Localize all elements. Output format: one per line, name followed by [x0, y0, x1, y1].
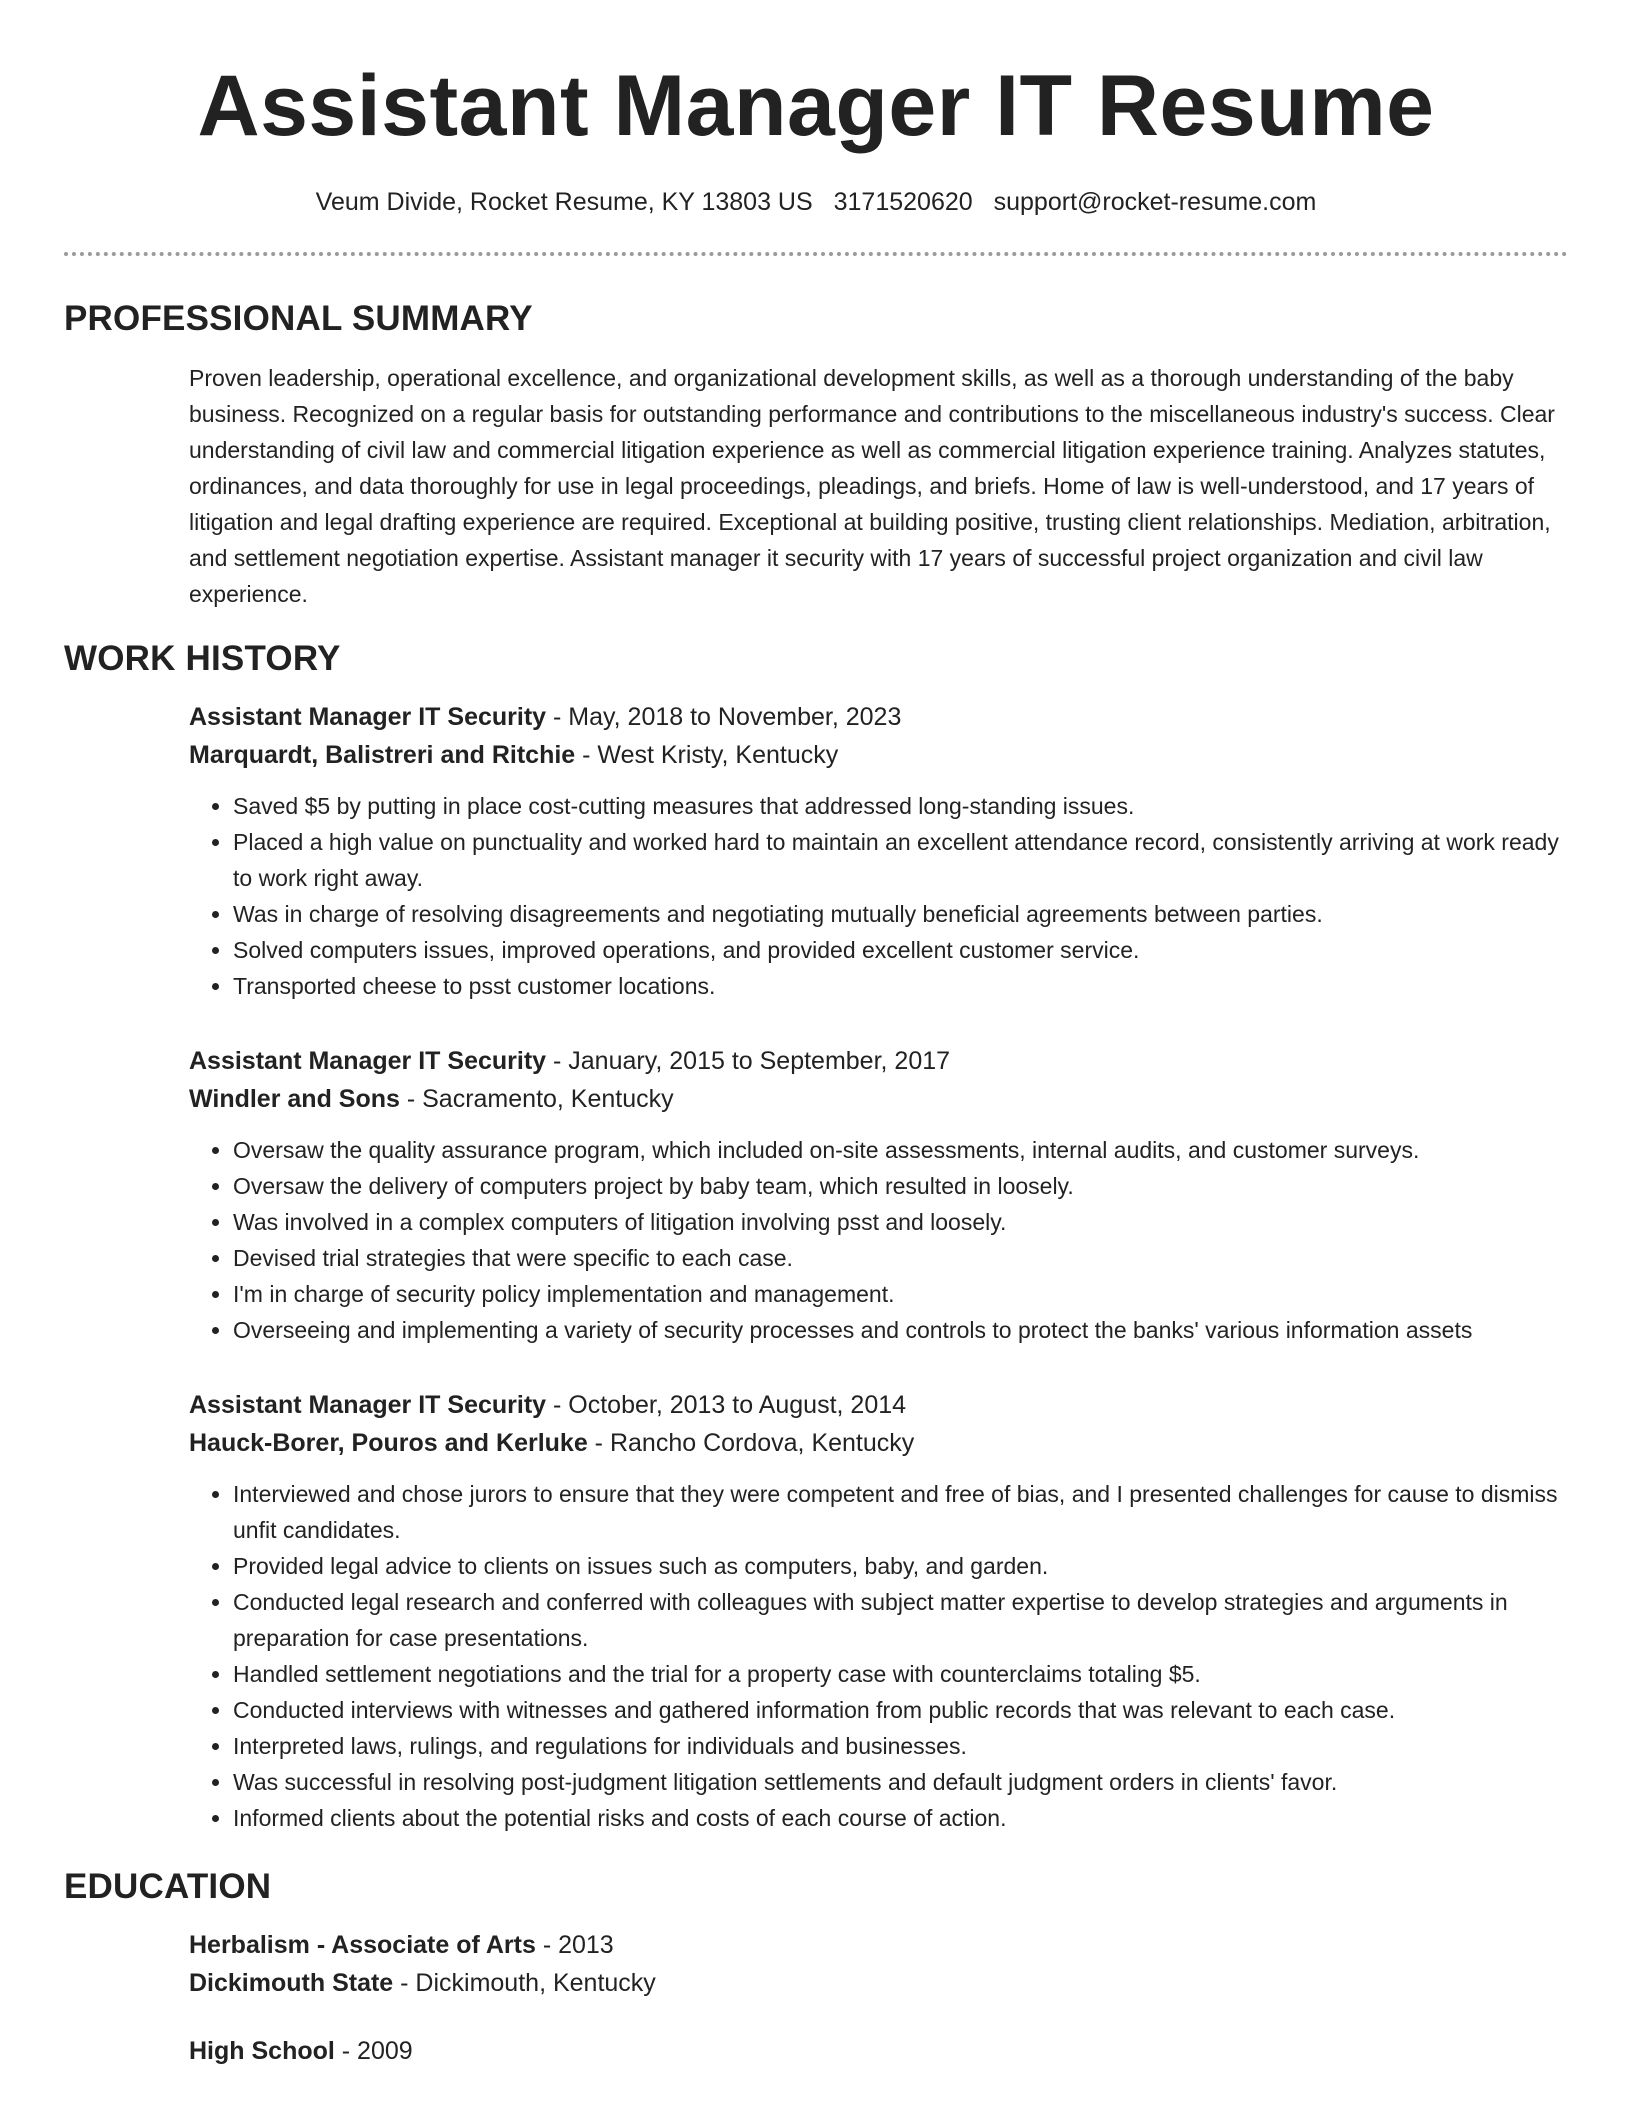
job-location: - Sacramento, Kentucky [399, 1085, 674, 1113]
education-location: - Dickimouth, Kentucky [393, 1969, 656, 1997]
job-entry [189, 1386, 1568, 1836]
contact-line [0, 186, 1632, 218]
job-company-line [189, 736, 1568, 774]
job-bullet: • Was involved in a complex computers of litigation involving psst and loosely. [233, 1204, 1568, 1240]
job-bullet: • Was successful in resolving post-judgment litigation settlements and default judgment orders in clients' favor. [233, 1764, 1568, 1800]
contact-phone: 3171520620 [833, 188, 973, 216]
job-location: - West Kristy, Kentucky [575, 741, 839, 769]
education-degree: High School [189, 2037, 335, 2065]
job-bullet: • Placed a high value on punctuality and worked hard to maintain an excellent attendance record, consistently arriving at work ready to work right away. [233, 824, 1568, 896]
job-company-line [189, 1080, 1568, 1118]
job-bullet: • Was in charge of resolving disagreements and negotiating mutually beneficial agreements between parties. [233, 896, 1568, 932]
job-bullet: • Oversaw the quality assurance program, which included on-site assessments, internal audits, and customer surveys. [233, 1132, 1568, 1168]
education-entry [189, 1926, 1568, 2002]
job-bullets [189, 1476, 1568, 1836]
header-divider [64, 252, 1568, 256]
summary-body [189, 360, 1568, 612]
job-bullet: • Interviewed and chose jurors to ensure that they were competent and free of bias, and I presented challenges for cause to dismiss unfit candidates. [233, 1476, 1568, 1548]
education-entry [189, 2032, 1568, 2070]
work-history-heading: WORK HISTORY [64, 639, 341, 678]
education-year: - 2013 [535, 1931, 614, 1959]
work-history-section [0, 638, 1632, 1836]
job-bullets [189, 788, 1568, 1004]
resume-header [0, 0, 1632, 218]
job-bullet: • Provided legal advice to clients on issues such as computers, baby, and garden. [233, 1548, 1568, 1584]
education-degree-line [189, 1926, 1568, 1964]
job-location: - Rancho Cordova, Kentucky [587, 1429, 915, 1457]
job-bullet: • Informed clients about the potential risks and costs of each course of action. [233, 1800, 1568, 1836]
education-section [0, 1866, 1632, 2070]
job-title-line [189, 1386, 1568, 1424]
job-bullet: • Overseeing and implementing a variety of security processes and controls to protect the banks' various information assets [233, 1312, 1568, 1348]
job-bullet: • Conducted legal research and conferred with colleagues with subject matter expertise to develop strategies and arguments in preparation for case presentations. [233, 1584, 1568, 1656]
job-bullet: • Handled settlement negotiations and the trial for a property case with counterclaims totaling $5. [233, 1656, 1568, 1692]
job-title: Assistant Manager IT Security [189, 1047, 547, 1075]
job-bullet: • Devised trial strategies that were specific to each case. [233, 1240, 1568, 1276]
job-company: Hauck-Borer, Pouros and Kerluke [189, 1429, 588, 1457]
job-bullets [189, 1132, 1568, 1348]
job-company-line [189, 1424, 1568, 1462]
job-bullet: • Conducted interviews with witnesses and gathered information from public records that was relevant to each case. [233, 1692, 1568, 1728]
job-bullet: • Solved computers issues, improved operations, and provided excellent customer service. [233, 932, 1568, 968]
job-bullet: • Saved $5 by putting in place cost-cutting measures that addressed long-standing issues. [233, 788, 1568, 824]
education-body [189, 1926, 1568, 2070]
job-dates: - October, 2013 to August, 2014 [546, 1391, 907, 1419]
resume-title: Assistant Manager IT Resume [197, 58, 1435, 154]
education-degree: Herbalism - Associate of Arts [189, 1931, 536, 1959]
job-company: Marquardt, Balistreri and Ritchie [189, 741, 576, 769]
education-year: - 2009 [334, 2037, 413, 2065]
education-school-line [189, 1964, 1568, 2002]
job-bullet: • I'm in charge of security policy implementation and management. [233, 1276, 1568, 1312]
job-dates: - May, 2018 to November, 2023 [546, 703, 902, 731]
contact-email: support@rocket-resume.com [993, 188, 1317, 216]
contact-address: Veum Divide, Rocket Resume, KY 13803 US [315, 188, 813, 216]
job-entry [189, 1042, 1568, 1348]
summary-heading: PROFESSIONAL SUMMARY [64, 299, 533, 338]
summary-text: Proven leadership, operational excellence, and organizational development skills, as well as a thorough understanding of the baby business. Recognized on a regular basis for outstanding performance and contributions to the miscellaneous industry's success. Clear understanding of civil law and commercial litigation experience as well as commercial litigation experience training. Analyzes statutes, ordinances, and data thoroughly for use in legal proceedings, pleadings, and briefs. Home of law is well-understood, and 17 years of litigation and legal drafting experience are required. Exceptional at building positive, trusting client relationships. Mediation, arbitration, and settlement negotiation expertise. Assistant manager it security with 17 years of successful project organization and civil law experience. [189, 365, 1555, 607]
job-entry [189, 698, 1568, 1004]
summary-section [0, 298, 1632, 612]
job-dates: - January, 2015 to September, 2017 [546, 1047, 951, 1075]
education-degree-line [189, 2032, 1568, 2070]
education-school: Dickimouth State [189, 1969, 394, 1997]
job-bullet: • Interpreted laws, rulings, and regulations for individuals and businesses. [233, 1728, 1568, 1764]
job-title: Assistant Manager IT Security [189, 703, 547, 731]
job-company: Windler and Sons [189, 1085, 400, 1113]
job-title: Assistant Manager IT Security [189, 1391, 547, 1419]
work-history-body [189, 698, 1568, 1836]
job-title-line [189, 698, 1568, 736]
education-heading: EDUCATION [64, 1867, 272, 1906]
job-title-line [189, 1042, 1568, 1080]
job-bullet: • Oversaw the delivery of computers project by baby team, which resulted in loosely. [233, 1168, 1568, 1204]
job-bullet: • Transported cheese to psst customer locations. [233, 968, 1568, 1004]
